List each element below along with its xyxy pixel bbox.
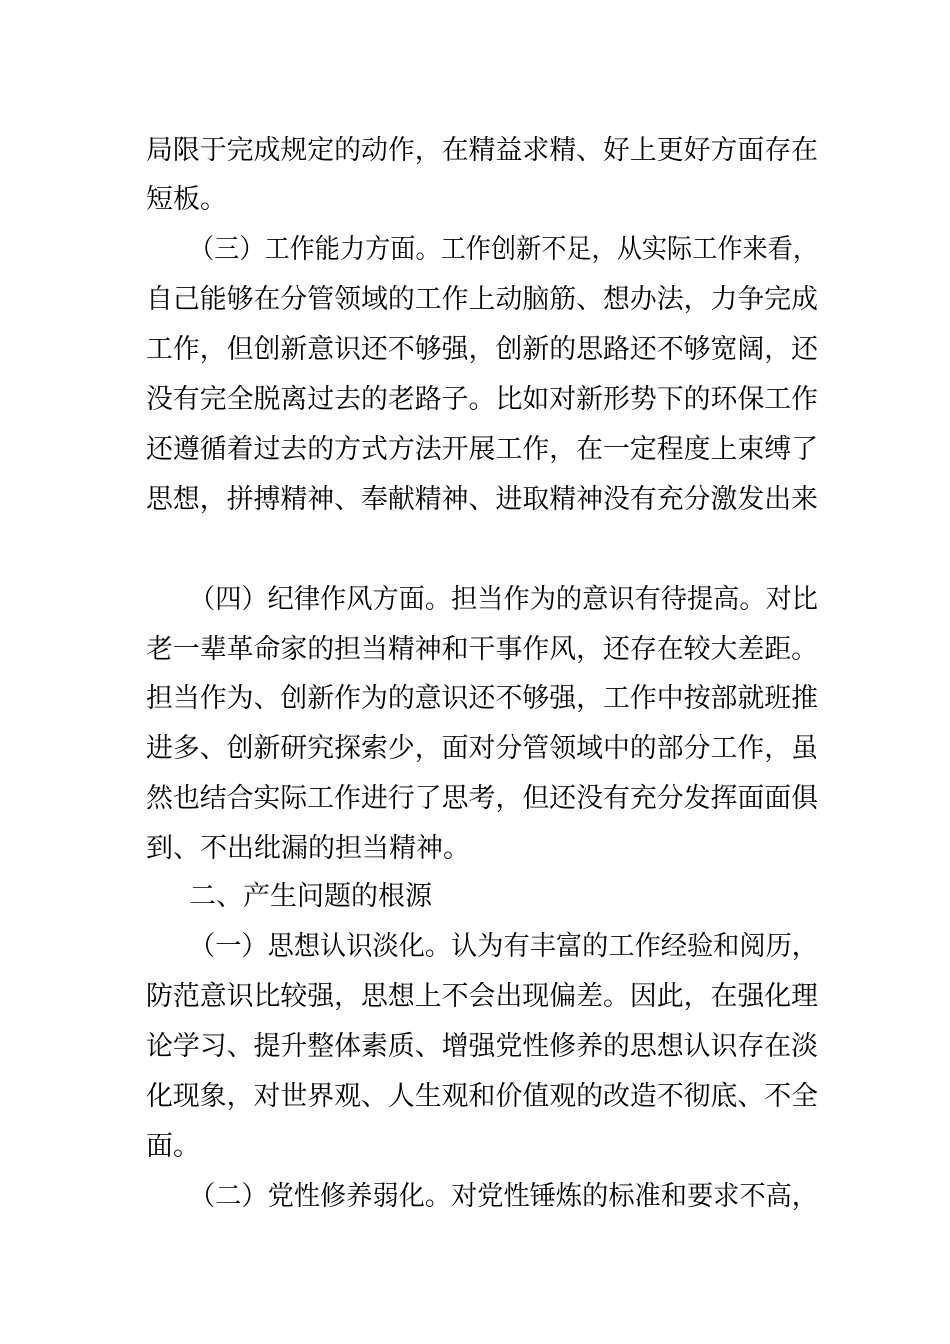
text-line: 面。 bbox=[146, 1131, 200, 1162]
text-line: 局限于完成规定的动作，在精益求精、好上更好方面存在 bbox=[146, 135, 818, 166]
text-line: 防范意识比较强，思想上不会出现偏差。因此，在强化理 bbox=[146, 981, 818, 1012]
paragraph-start-line: （三）工作能力方面。工作创新不足，从实际工作来看， bbox=[189, 234, 818, 265]
text-line: 还遵循着过去的方式方法开展工作，在一定程度上束缚了 bbox=[146, 434, 818, 465]
text-line: 到、不出纰漏的担当精神。 bbox=[146, 833, 470, 864]
section-heading: 二、产生问题的根源 bbox=[189, 881, 432, 912]
paragraph-start-line: （四）纪律作风方面。担当作为的意识有待提高。对比 bbox=[189, 584, 818, 615]
text-line: 老一辈革命家的担当精神和干事作风，还存在较大差距。 bbox=[146, 634, 818, 665]
text-line: 化现象，对世界观、人生观和价值观的改造不彻底、不全 bbox=[146, 1081, 818, 1112]
text-line: 论学习、提升整体素质、增强党性修养的思想认识存在淡 bbox=[146, 1031, 818, 1062]
text-line: 短板。 bbox=[146, 184, 227, 215]
text-line: 没有完全脱离过去的老路子。比如对新形势下的环保工作 bbox=[146, 384, 818, 415]
text-line: 进多、创新研究探索少，面对分管领域中的部分工作，虽 bbox=[146, 733, 818, 764]
text-line: 工作，但创新意识还不够强，创新的思路还不够宽阔，还 bbox=[146, 334, 818, 365]
text-line: 然也结合实际工作进行了思考，但还没有充分发挥面面俱 bbox=[146, 783, 818, 814]
text-line: 担当作为、创新作为的意识还不够强，工作中按部就班推 bbox=[146, 683, 818, 714]
text-line: 自己能够在分管领域的工作上动脑筋、想办法，力争完成 bbox=[146, 284, 818, 315]
paragraph-start-line: （二）党性修养弱化。对党性锤炼的标准和要求不高， bbox=[189, 1181, 818, 1212]
text-line: 思想，拼搏精神、奉献精神、进取精神没有充分激发出来 bbox=[146, 484, 818, 515]
paragraph-start-line: （一）思想认识淡化。认为有丰富的工作经验和阅历， bbox=[189, 931, 818, 962]
